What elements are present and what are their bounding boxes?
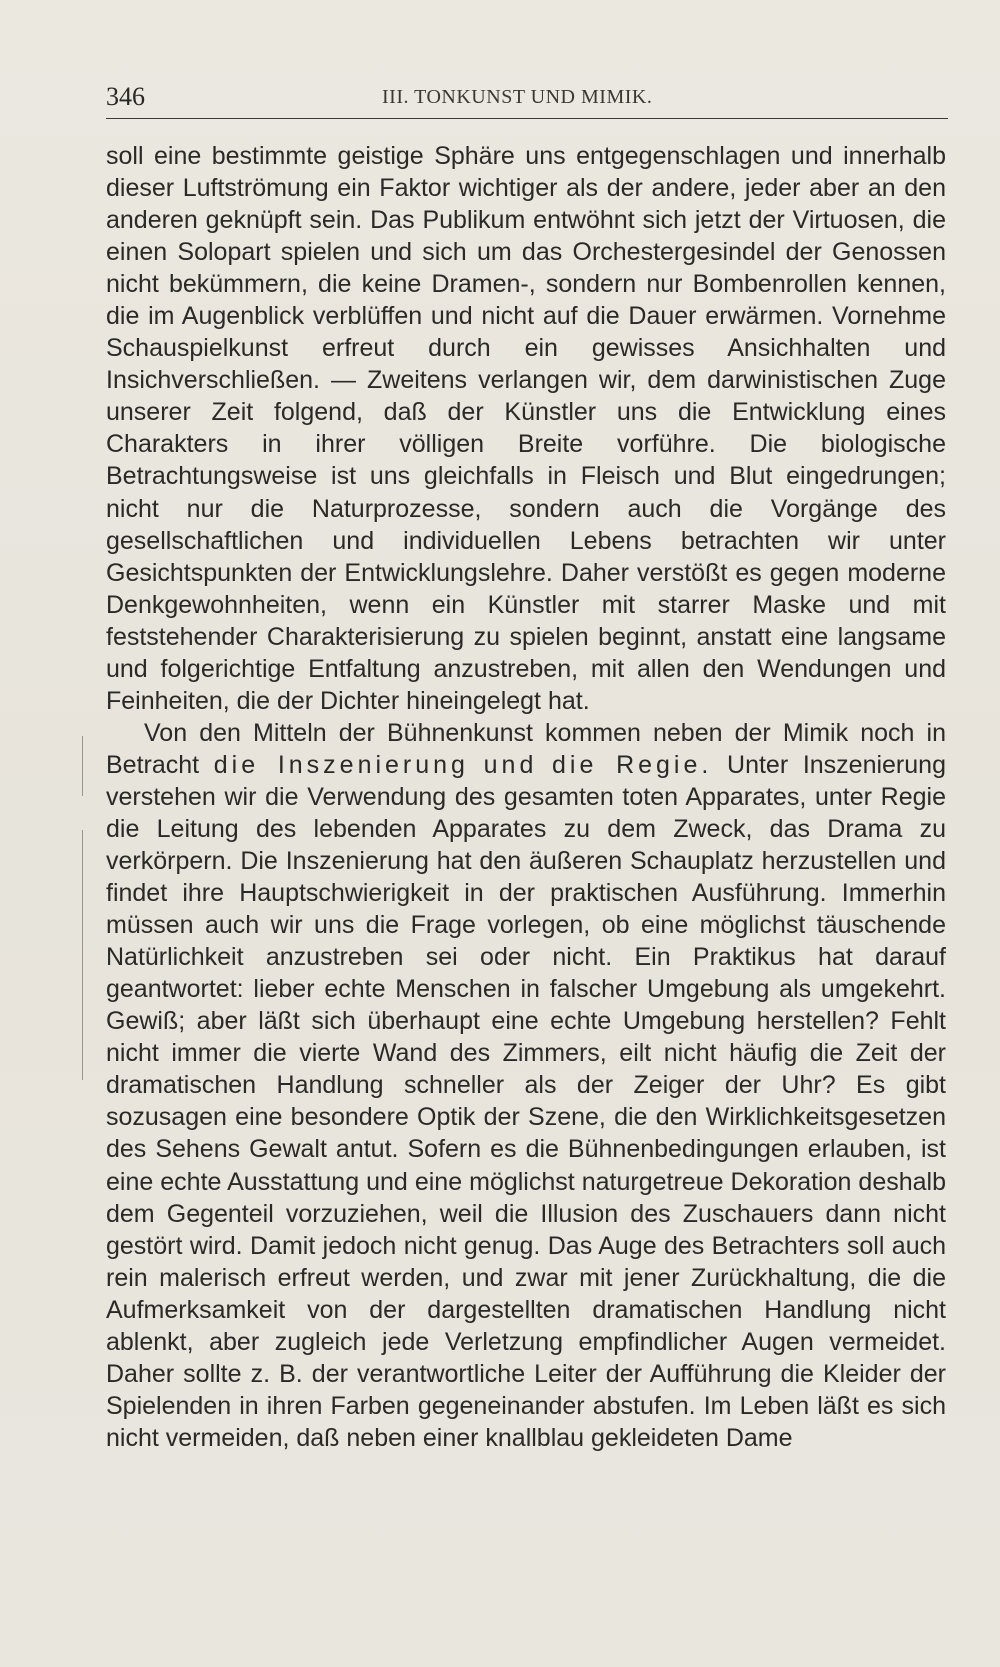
word-space <box>537 751 552 779</box>
header-rule <box>106 118 948 119</box>
paragraph-rest: Unter Inszenierung verstehen wir die Verwendung des gesamten toten Apparates, unter Regie die Leitung des lebenden Apparates zu dem Zweck, das Drama zu verkörpern. Die Inszenierung hat den äußeren Schauplatz herzustellen und findet ihre Hauptschwierigkeit in der praktischen Ausführung. Immerhin müssen auch wir uns die Frage vorlegen, ob eine möglichst täuschende Natürlichkeit anzustreben sei oder nicht. Ein Praktikus hat darauf geantwortet: lieber echte Menschen in falscher Umgebung als umgekehrt. Gewiß; aber läßt sich überhaupt eine echte Umgebung herstellen? Fehlt nicht immer die vierte Wand des Zimmers, eilt nicht häufig die Zeit der dramatischen Handlung schneller als der Zeiger der Uhr? Es gibt sozusagen eine besondere Optik der Szene, die den Wirklichkeitsgesetzen des Sehens Gewalt antut. Sofern es die Bühnenbedingungen erlauben, ist eine echte Ausstattung und eine möglichst naturgetreue Dekoration deshalb dem Gegenteil vorzuziehen, weil die Illusion des Zuschauers dann nicht gestört wird. Damit jedoch nicht genug. Das Auge des Betrachters soll auch rein malerisch erfreut werden, und zwar mit jener Zurückhaltung, die die Aufmerksamkeit von der dargestellten dramatischen Handlung nicht ablenkt, aber zugleich jede Verletzung empfindlicher Augen vermeidet. Daher sollte z. B. der verantwortliche Leiter der Aufführung die Kleider der Spielenden in ihren Farben gegeneinander abstufen. Im Leben läßt es sich nicht vermeiden, daß neben einer knallblau gekleideten Dame <box>106 750 946 1452</box>
body-text <box>106 140 946 1454</box>
word-space <box>469 751 484 779</box>
margin-pencil-line <box>82 736 83 796</box>
margin-pencil-line <box>82 830 83 1080</box>
paragraph-lead: Von den Mitteln der Bühnenkunst kommen neben der Mimik noch in Betracht <box>106 718 946 779</box>
page-number: 346 <box>106 82 145 111</box>
emphasized-term: die Inszenierung <box>213 750 469 779</box>
section-title: III. TONKUNST UND MIMIK. <box>382 86 653 108</box>
paragraph <box>106 717 946 1454</box>
paragraph: soll eine bestimmte geistige Sphäre uns entgegenschlagen und innerhalb dieser Luftströmung ein Faktor wichtiger als der andere, jeder aber an den anderen geknüpft sein. Das Publikum entwöhnt sich jetzt der Virtuosen, die einen Solopart spielen und sich um das Orchestergesindel der Genossen nicht bekümmern, die keine Dramen-, sondern nur Bombenrollen kennen, die im Augenblick verblüffen und nicht auf die Dauer erwärmen. Vornehme Schauspielkunst erfreut durch ein gewisses Ansichhalten und Insichverschließen. — Zweitens verlangen wir, dem darwinistischen Zuge unserer Zeit folgend, daß der Künstler uns die Entwicklung eines Charakters in ihrer völligen Breite vorführe. Die biologische Betrachtungsweise ist uns gleichfalls in Fleisch und Blut eingedrungen; nicht nur die Naturprozesse, sondern auch die Vorgänge des gesellschaftlichen und individuellen Lebens betrachten wir unter Gesichtspunkten der Entwicklungslehre. Daher verstößt es gegen moderne Denkgewohnheiten, wenn ein Künstler mit starrer Maske und mit feststehender Charakterisierung zu spielen beginnt, anstatt eine langsame und folgerichtige Entfaltung anzustreben, mit allen den Wendungen und Feinheiten, die der Dichter hineingelegt hat. <box>106 142 946 715</box>
emphasized-term: und <box>483 750 538 779</box>
emphasized-term: die Regie. <box>552 750 713 779</box>
running-head <box>106 82 946 116</box>
